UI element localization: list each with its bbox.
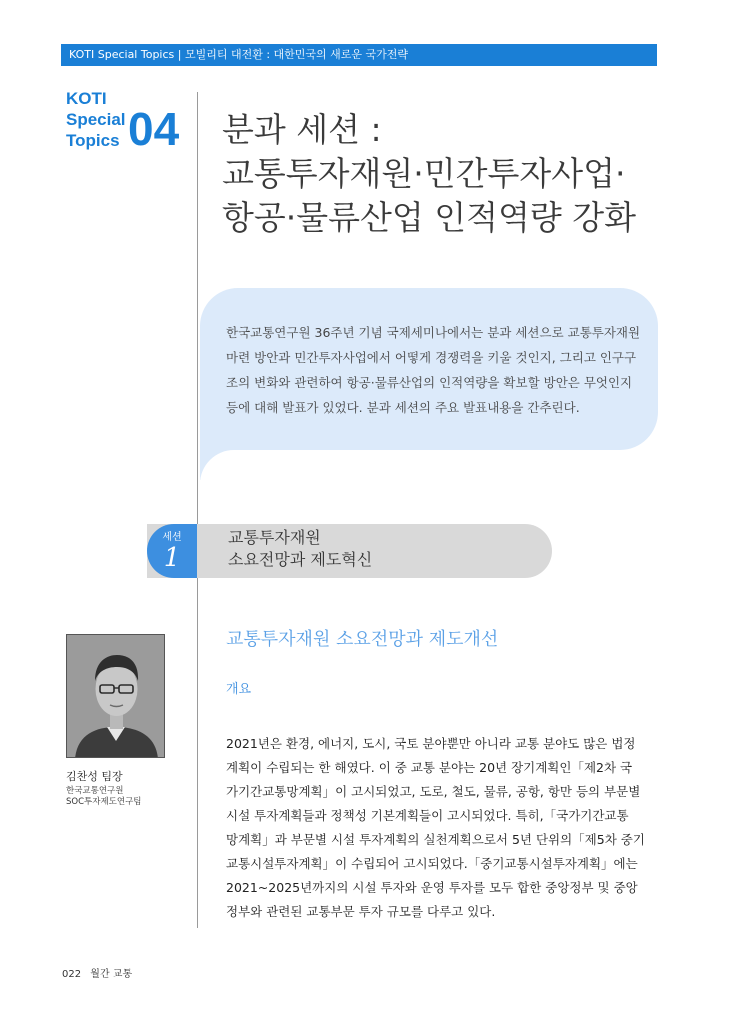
affiliation-line: 한국교통연구원 [66, 786, 124, 796]
brand-line: Special [66, 110, 126, 129]
portrait-icon [67, 635, 165, 758]
session-title-line: 소요전망과 제도혁신 [228, 550, 373, 569]
publication-name: 월간 교통 [90, 969, 133, 980]
body-line: 2021~2025년까지의 시설 투자와 운영 투자를 모두 합한 중앙정부 및 중앙 [226, 880, 638, 895]
body-paragraph [226, 732, 658, 924]
body-line: 정부와 관련된 교통부문 투자 규모를 다루고 있다. [226, 904, 496, 919]
page-title [222, 108, 662, 240]
page-footer [62, 965, 132, 980]
title-line: 교통투자재원·민간투자사업· [222, 154, 626, 193]
subsection-heading: 개요 [226, 682, 252, 697]
body-line: 망계획」과 부문별 시설 투자계획의 실천계획으로서 5년 단위의「제5차 중기 [226, 832, 645, 847]
intro-text: 한국교통연구원 36주년 기념 국제세미나에서는 분과 세션으로 교통투자재원 마련 방안과 민간투자사업에서 어떻게 경쟁력을 키울 것인지, 그리고 인구구조의 변화와 관련하여 항공·물류산업의 인적역량을 확보할 방안은 무엇인지 등에 대해 발표가 있었다. 분과 세션의 주요 발표내용을 간추린다. [226, 325, 641, 415]
body-line: 2021년은 환경, 에너지, 도시, 국토 분야뿐만 아니라 교통 분야도 많은 법정 [226, 736, 636, 751]
body-line: 시설 투자계획들과 정책성 기본계획들이 고시되었다. 특히,「국가기간교통 [226, 808, 629, 823]
author-name: 김찬성 팀장 [66, 770, 123, 783]
series-brand [66, 88, 126, 151]
body-line: 가기간교통망계획」이 고시되었고, 도로, 철도, 물류, 공항, 항만 등의 부문별 [226, 784, 641, 799]
affiliation-line: SOC투자제도연구팀 [66, 797, 142, 807]
running-header: KOTI Special Topics | 모빌리티 대전환 : 대한민국의 새로운 국가전략 [61, 44, 657, 66]
brand-line: Topics [66, 131, 120, 150]
author-affiliation [66, 786, 142, 808]
intro-box-tail-mask [200, 450, 660, 510]
author-photo [66, 634, 165, 758]
session-label: 세션 [162, 532, 182, 543]
page-number: 022 [62, 969, 82, 980]
session-badge [147, 524, 197, 578]
body-line: 계획이 수립되는 한 해였다. 이 중 교통 분야는 20년 장기계획인「제2차 국 [226, 760, 633, 775]
body-line: 교통시설투자계획」이 수립되어 고시되었다.「중기교통시설투자계획」에는 [226, 856, 638, 871]
session-number: 1 [163, 543, 181, 573]
session-title [228, 527, 372, 571]
section-heading: 교통투자재원 소요전망과 제도개선 [226, 629, 499, 650]
vertical-divider [197, 92, 198, 928]
brand-line: KOTI [66, 89, 107, 108]
issue-number: 04 [128, 103, 180, 155]
title-line: 항공·물류산업 인적역량 강화 [222, 198, 637, 237]
title-line: 분과 세션 : [222, 110, 382, 149]
session-title-line: 교통투자재원 [228, 528, 321, 547]
